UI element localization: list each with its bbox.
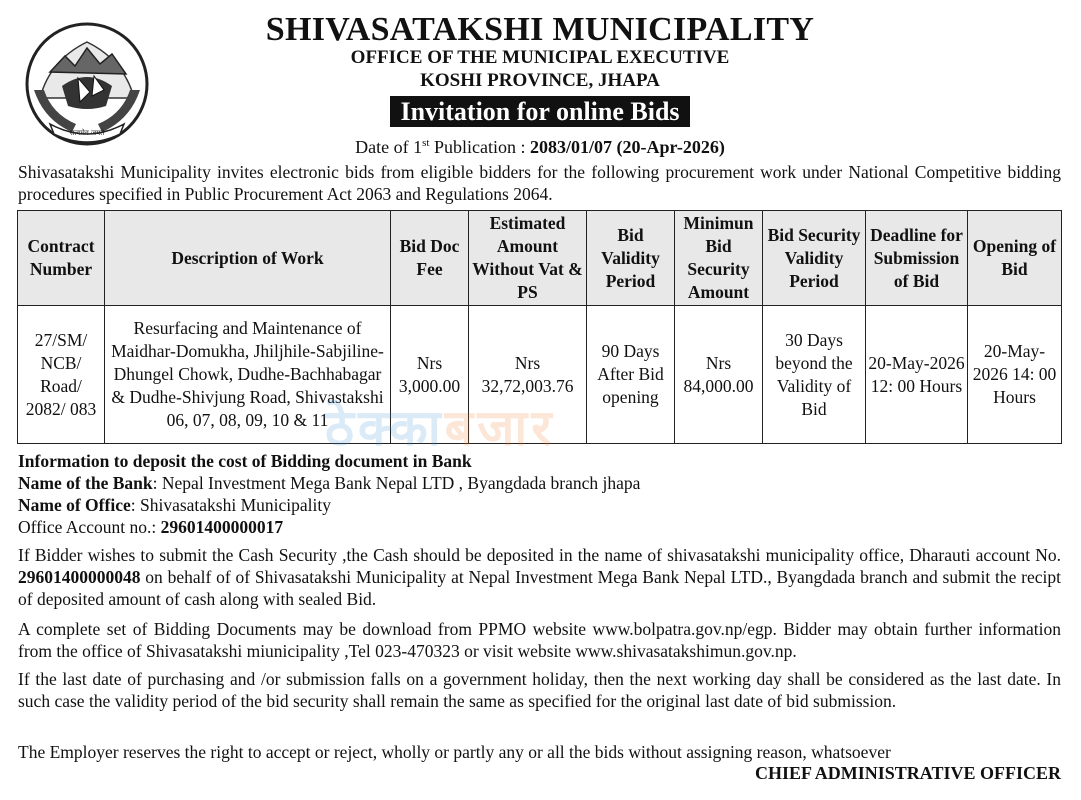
col-bid-validity: Bid Validity Period — [587, 211, 675, 306]
cell-validity: 90 Days After Bid opening — [587, 306, 675, 444]
watermark-part2: बजार — [444, 399, 556, 457]
office-name: OFFICE OF THE MUNICIPAL EXECUTIVE — [350, 47, 730, 68]
col-security-validity: Bid Security Validity Period — [763, 211, 866, 306]
cash-security-paragraph: If Bidder wishes to submit the Cash Security ,the Cash should be deposited in the name of shivasatakshi municipality office, Dharauti account No. 29601400000048 on behalf of of Shivasatakshi Municipality at Nepal Investment Mega Bank Nepal LTD., Byangdada branch and submit the recipt of deposited amount of cash along with sealed Bid. — [18, 545, 1061, 609]
holiday-paragraph: If the last date of purchasing and /or submission falls on a government holiday, then the next working day shall be considered as the last date. In such case the validity period of the bid security shall remain the same as specified for the original last date of bid submission. — [18, 669, 1061, 711]
cell-security-validity: 30 Days beyond the Validity of Bid — [763, 306, 866, 444]
invitation-title: Invitation for online Bids — [390, 96, 689, 127]
publication-date: Date of 1st Publication : 2083/01/07 (20-Apr-2026) — [355, 137, 725, 157]
bank-name-line: Name of the Bank: Nepal Investment Mega Bank Nepal LTD , Byangdada branch jhapa — [18, 473, 641, 493]
table-row — [18, 306, 1062, 444]
cell-doc-fee: Nrs 3,000.00 — [391, 306, 469, 444]
bank-info-heading: Information to deposit the cost of Bidding document in Bank — [18, 451, 472, 471]
bids-table — [17, 210, 1062, 444]
dharauti-account-number: 29601400000048 — [18, 567, 141, 587]
watermark-part1: ठेक्का — [325, 399, 445, 457]
rights-paragraph: The Employer reserves the right to accept or reject, wholly or partly any or all the bids without assigning reason, whatsoever — [18, 742, 891, 762]
publication-date-value: 2083/01/07 (20-Apr-2026) — [530, 137, 725, 157]
cell-opening: 20-May-2026 14: 00 Hours — [968, 306, 1062, 444]
col-bid-doc-fee: Bid Doc Fee — [391, 211, 469, 306]
cell-description: Resurfacing and Maintenance of Maidhar-Domukha, Jhiljhile-Sabjiline-Dhungel Chowk, Dudhe-Bachhabagar & Dudhe-Shivjung Road, Shivastakshi 06, 07, 08, 09, 10 & 11 — [105, 306, 391, 444]
col-min-bid-security: Minimun Bid Security Amount — [675, 211, 763, 306]
col-contract-number: Contract Number — [18, 211, 105, 306]
col-estimated-amount: Estimated Amount Without Vat & PS — [469, 211, 587, 306]
bidding-docs-paragraph: A complete set of Bidding Documents may be download from PPMO website www.bolpatra.gov.np/egp. Bidder may obtain further information from the office of Shivasatakshi miunicipality ,Tel 023-470323 or visit website www.shivasatakshimun.gov.np. — [18, 619, 1061, 661]
municipality-title: SHIVASATAKSHI MUNICIPALITY — [265, 11, 815, 48]
province-name: KOSHI PROVINCE, JHAPA — [420, 70, 660, 91]
cell-deadline: 20-May-2026 12: 00 Hours — [866, 306, 968, 444]
invitation-banner — [170, 96, 910, 127]
emblem-motto: सत्यमेव जयते — [69, 129, 105, 137]
intro-paragraph: Shivasatakshi Municipality invites electronic bids from eligible bidders for the following procurement work under National Competitive bidding procedures specified in Public Procurement Act 2063 and Regulations 2064. — [18, 162, 1061, 204]
cell-contract-number: 27/SM/ NCB/ Road/ 2082/ 083 — [18, 306, 105, 444]
office-account-line: Office Account no.: 29601400000017 — [18, 517, 284, 537]
office-name-line: Name of Office: Shivasatakshi Municipality — [18, 495, 331, 515]
col-deadline: Deadline for Submission of Bid — [866, 211, 968, 306]
table-header-row — [18, 211, 1062, 306]
col-description: Description of Work — [105, 211, 391, 306]
cell-estimate: Nrs 32,72,003.76 — [469, 306, 587, 444]
office-account-number: 29601400000017 — [160, 517, 284, 537]
chief-officer-signoff: CHIEF ADMINISTRATIVE OFFICER — [754, 763, 1061, 783]
col-opening: Opening of Bid — [968, 211, 1062, 306]
nepal-emblem-icon — [20, 20, 154, 148]
cell-security: Nrs 84,000.00 — [675, 306, 763, 444]
